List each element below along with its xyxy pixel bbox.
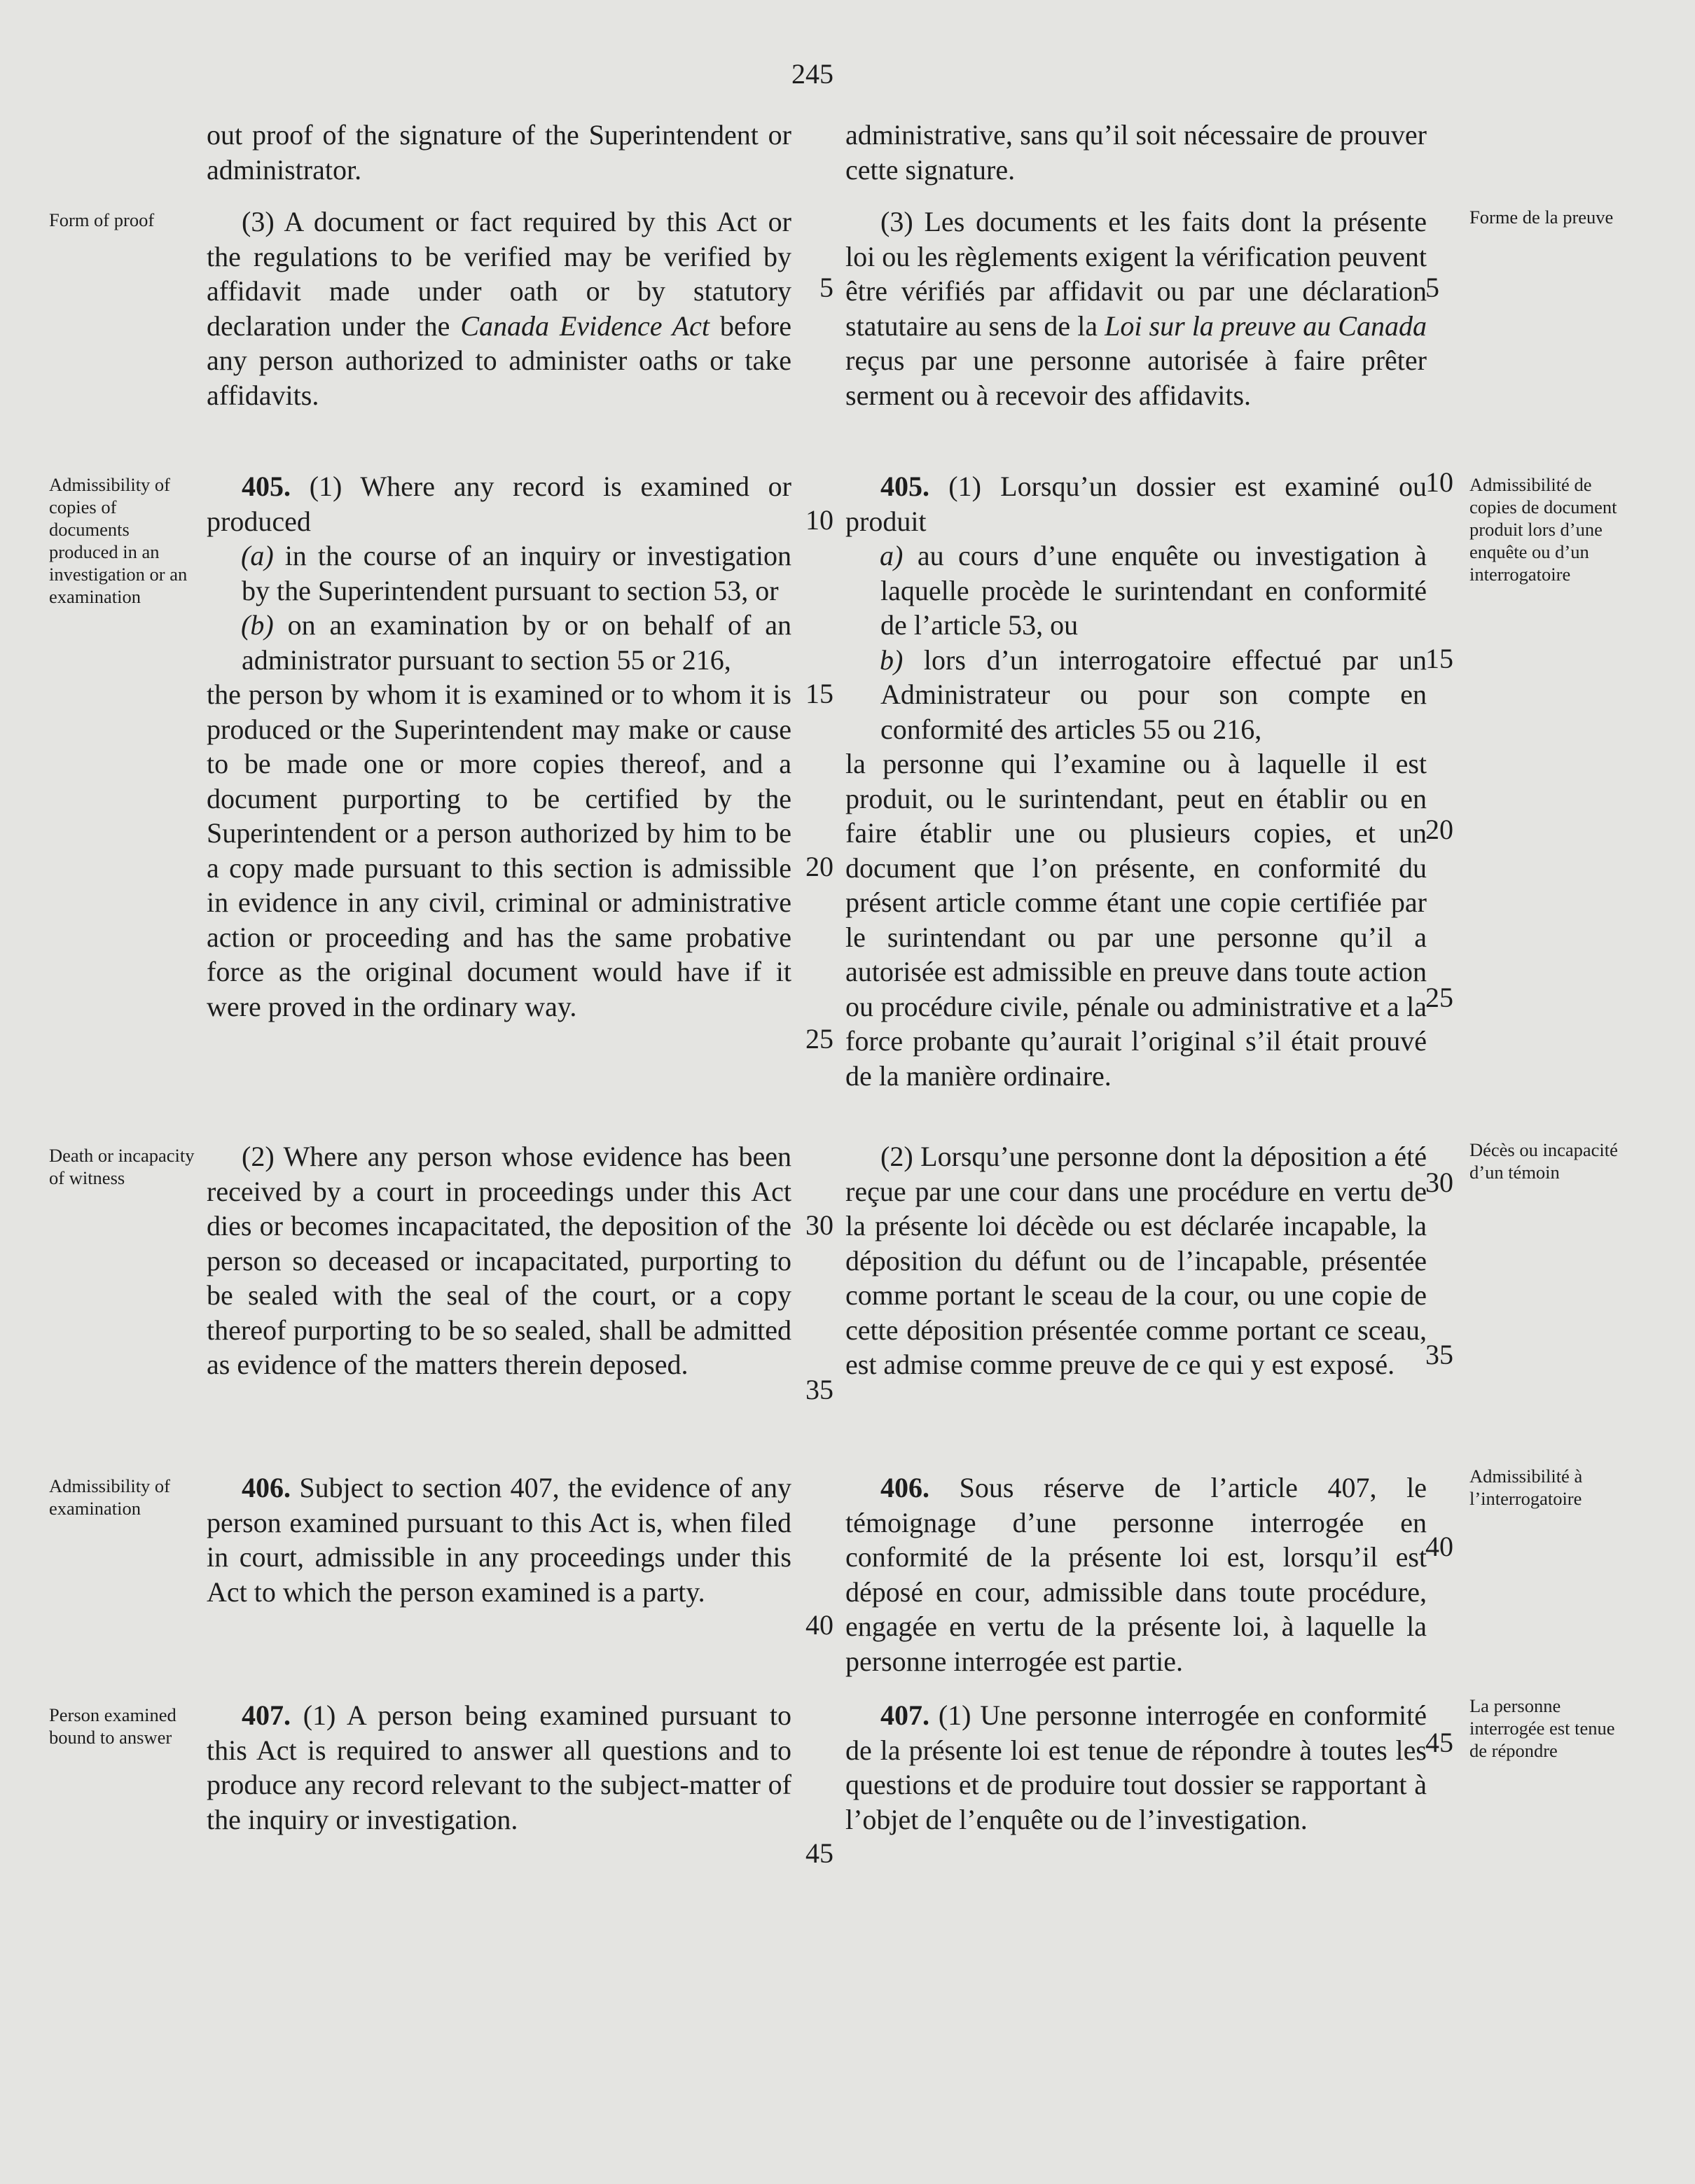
margin-note-admissibilite-interrogatoire: Admissibilité à l’interrogatoire [1469,1466,1583,1509]
line-number: 45 [805,1837,833,1869]
en-404-3-tail: before any person authorized to administer oaths or take affidavits. [207,309,791,411]
fr-405-body: la personne qui l’examine ou à laquelle il est produit, ou le surintendant, peut en établir ou en faire établir une ou plusieurs copies, et un document que l’on présente, en conformité du présent article comme étant une copie certifiée par le surintendant ou par une personne qu’il a autorisée est admissible en preuve dans toute action ou procédure civile, pénale ou administrative et a la force probante qu’aurait l’original s’il était prouvé de la manière ordinaire. [845,748,1427,1092]
margin-note-death-incapacity: Death or incapacity of witness [49,1145,195,1188]
fr-406: Sous réserve de l’article 407, le témoignage d’une personne interrogée en conformité de la présente loi est, lorsqu’il est déposé en cour, admissible dans toute procédure, engagée en vertu de la présente loi, à laquelle la personne interrogée est partie. [845,1472,1427,1677]
fr-section-405 [845,469,1427,1093]
en-404-3-body: (3) A document or fact required by this Act or the regulations to be verified may be verified by affidavit made under oath or by statutory declaration under the [207,206,791,342]
fr-loi-preuve: Loi sur la preuve au Canada [1105,309,1427,342]
line-number: 25 [1425,982,1453,1013]
en-section-407 [207,1698,791,1837]
fr-405-a: au cours d’une enquête ou investigation à laquelle procède le surintendant en conformité de l’article 53, ou [880,540,1427,641]
en-section-405-2 [207,1139,791,1382]
en-405-number: 405. [242,471,291,502]
en-canada-evidence-act: Canada Evidence Act [460,309,710,342]
line-number: 20 [1425,814,1453,845]
line-number: 35 [1425,1339,1453,1370]
fr-section-404-3 [845,204,1427,412]
margin-note-form-of-proof: Form of proof [49,209,155,230]
margin-note-personne-interrogee: La personne interrogée est tenue de répondre [1469,1695,1615,1761]
line-number: 5 [1425,272,1439,303]
en-405-b-label: (b) [241,609,274,641]
fr-406-number: 406. [880,1472,929,1503]
en-405-a-label: (a) [241,540,274,571]
en-405-body: the person by whom it is examined or to whom it is produced or the Superintendent may make or cause to be made one or more copies thereof, and a document purporting to be certified by the Superintendent or a person authorized by him to be a copy made pursuant to this section is admissible in evidence in any civil, criminal or administrative action or proceeding and has the same probative force as the original document would have if it were proved in the ordinary way. [207,679,791,1022]
fr-405-b: lors d’un interrogatoire effectué par un Administrateur ou pour son compte en conformité des articles 55 ou 216, [880,644,1427,745]
line-number: 15 [805,678,833,709]
en-407-number: 407. [242,1699,291,1731]
fr-carryover: administrative, sans qu’il soit nécessaire de prouver cette signature. [845,119,1427,186]
line-number: 40 [805,1609,833,1641]
margin-note-deces: Décès ou incapacité d’un témoin [1469,1139,1618,1183]
margin-note-admissibility-examination: Admissibility of examination [49,1475,171,1519]
fr-405-number: 405. [880,471,929,502]
fr-section-406 [845,1470,1427,1678]
line-number: 35 [805,1374,833,1405]
fr-405-intro: (1) Lorsqu’un dossier est examiné ou produit [845,471,1427,537]
margin-note-forme-preuve: Forme de la preuve [1469,207,1614,228]
fr-404-3-tail: reçus par une personne autorisée à faire prêter serment ou à recevoir des affidavits. [845,345,1427,411]
line-number: 10 [1425,466,1453,498]
en-407: (1) A person being examined pursuant to this Act is required to answer all questions and to produce any record relevant to the subject-matter of the inquiry or investigation. [207,1699,791,1835]
en-406-number: 406. [242,1472,291,1503]
fr-405-b-label: b) [880,644,904,676]
margin-note-admissibility-copies: Admissibility of copies of documents produced in an investigation or an examination [49,474,188,607]
en-section-404-3 [207,204,791,412]
line-number: 40 [1425,1531,1453,1562]
line-number: 25 [805,1023,833,1055]
line-number: 45 [1425,1727,1453,1758]
fr-section-405-2 [845,1139,1427,1382]
en-405-intro: (1) Where any record is examined or produced [207,471,791,537]
en-405-2: (2) Where any person whose evidence has been received by a court in proceedings under this Act dies or becomes incapacitated, the deposition of the person so deceased or incapacitated, purporting to be sealed with the seal of the court, or a copy thereof purporting to be so sealed, shall be admitted as evidence of the matters therein deposed. [207,1141,791,1380]
margin-note-admissibilite-copies: Admissibilité de copies de document produit lors d’une enquête ou d’un interrogatoire [1469,474,1617,585]
en-405-a: in the course of an inquiry or investigation by the Superintendent pursuant to section 53, or [242,540,791,606]
line-number: 30 [805,1209,833,1241]
margin-note-person-examined: Person examined bound to answer [49,1704,177,1748]
fr-405-a-label: a) [880,540,904,571]
en-carryover: out proof of the signature of the Superintendent or administrator. [207,119,791,186]
line-number: 15 [1425,643,1453,674]
line-number: 20 [805,851,833,882]
fr-407: (1) Une personne interrogée en conformité de la présente loi est tenue de répondre à toutes les questions et de produire tout dossier se rapportant à l’objet de l’enquête ou de l’investigation. [845,1699,1427,1835]
fr-407-number: 407. [880,1699,929,1731]
fr-404-3-body: (3) Les documents et les faits dont la présente loi ou les règlements exigent la vérification peuvent être vérifiés par affidavit ou par une déclaration statutaire au sens de la [845,206,1427,342]
en-406: Subject to section 407, the evidence of any person examined pursuant to this Act is, when filed in court, admissible in any proceedings under this Act to which the person examined is a party. [207,1472,791,1608]
en-405-b: on an examination by or on behalf of an administrator pursuant to section 55 or 216, [242,609,791,676]
line-number: 10 [805,504,833,536]
en-section-405 [207,469,791,1024]
fr-405-2: (2) Lorsqu’une personne dont la déposition a été reçue par une cour dans une procédure en vertu de la présente loi décède ou est déclarée incapable, la déposition du défunt ou de l’incapable, présentée comme portant le sceau de la cour, ou une copie de cette déposition présentée comme portant ce sceau, est admise comme preuve de ce qui y est exposé. [845,1141,1427,1380]
fr-section-407 [845,1698,1427,1837]
page-number: 245 [791,58,833,90]
en-section-406 [207,1470,791,1609]
line-number: 30 [1425,1167,1453,1198]
line-number: 5 [819,272,833,303]
